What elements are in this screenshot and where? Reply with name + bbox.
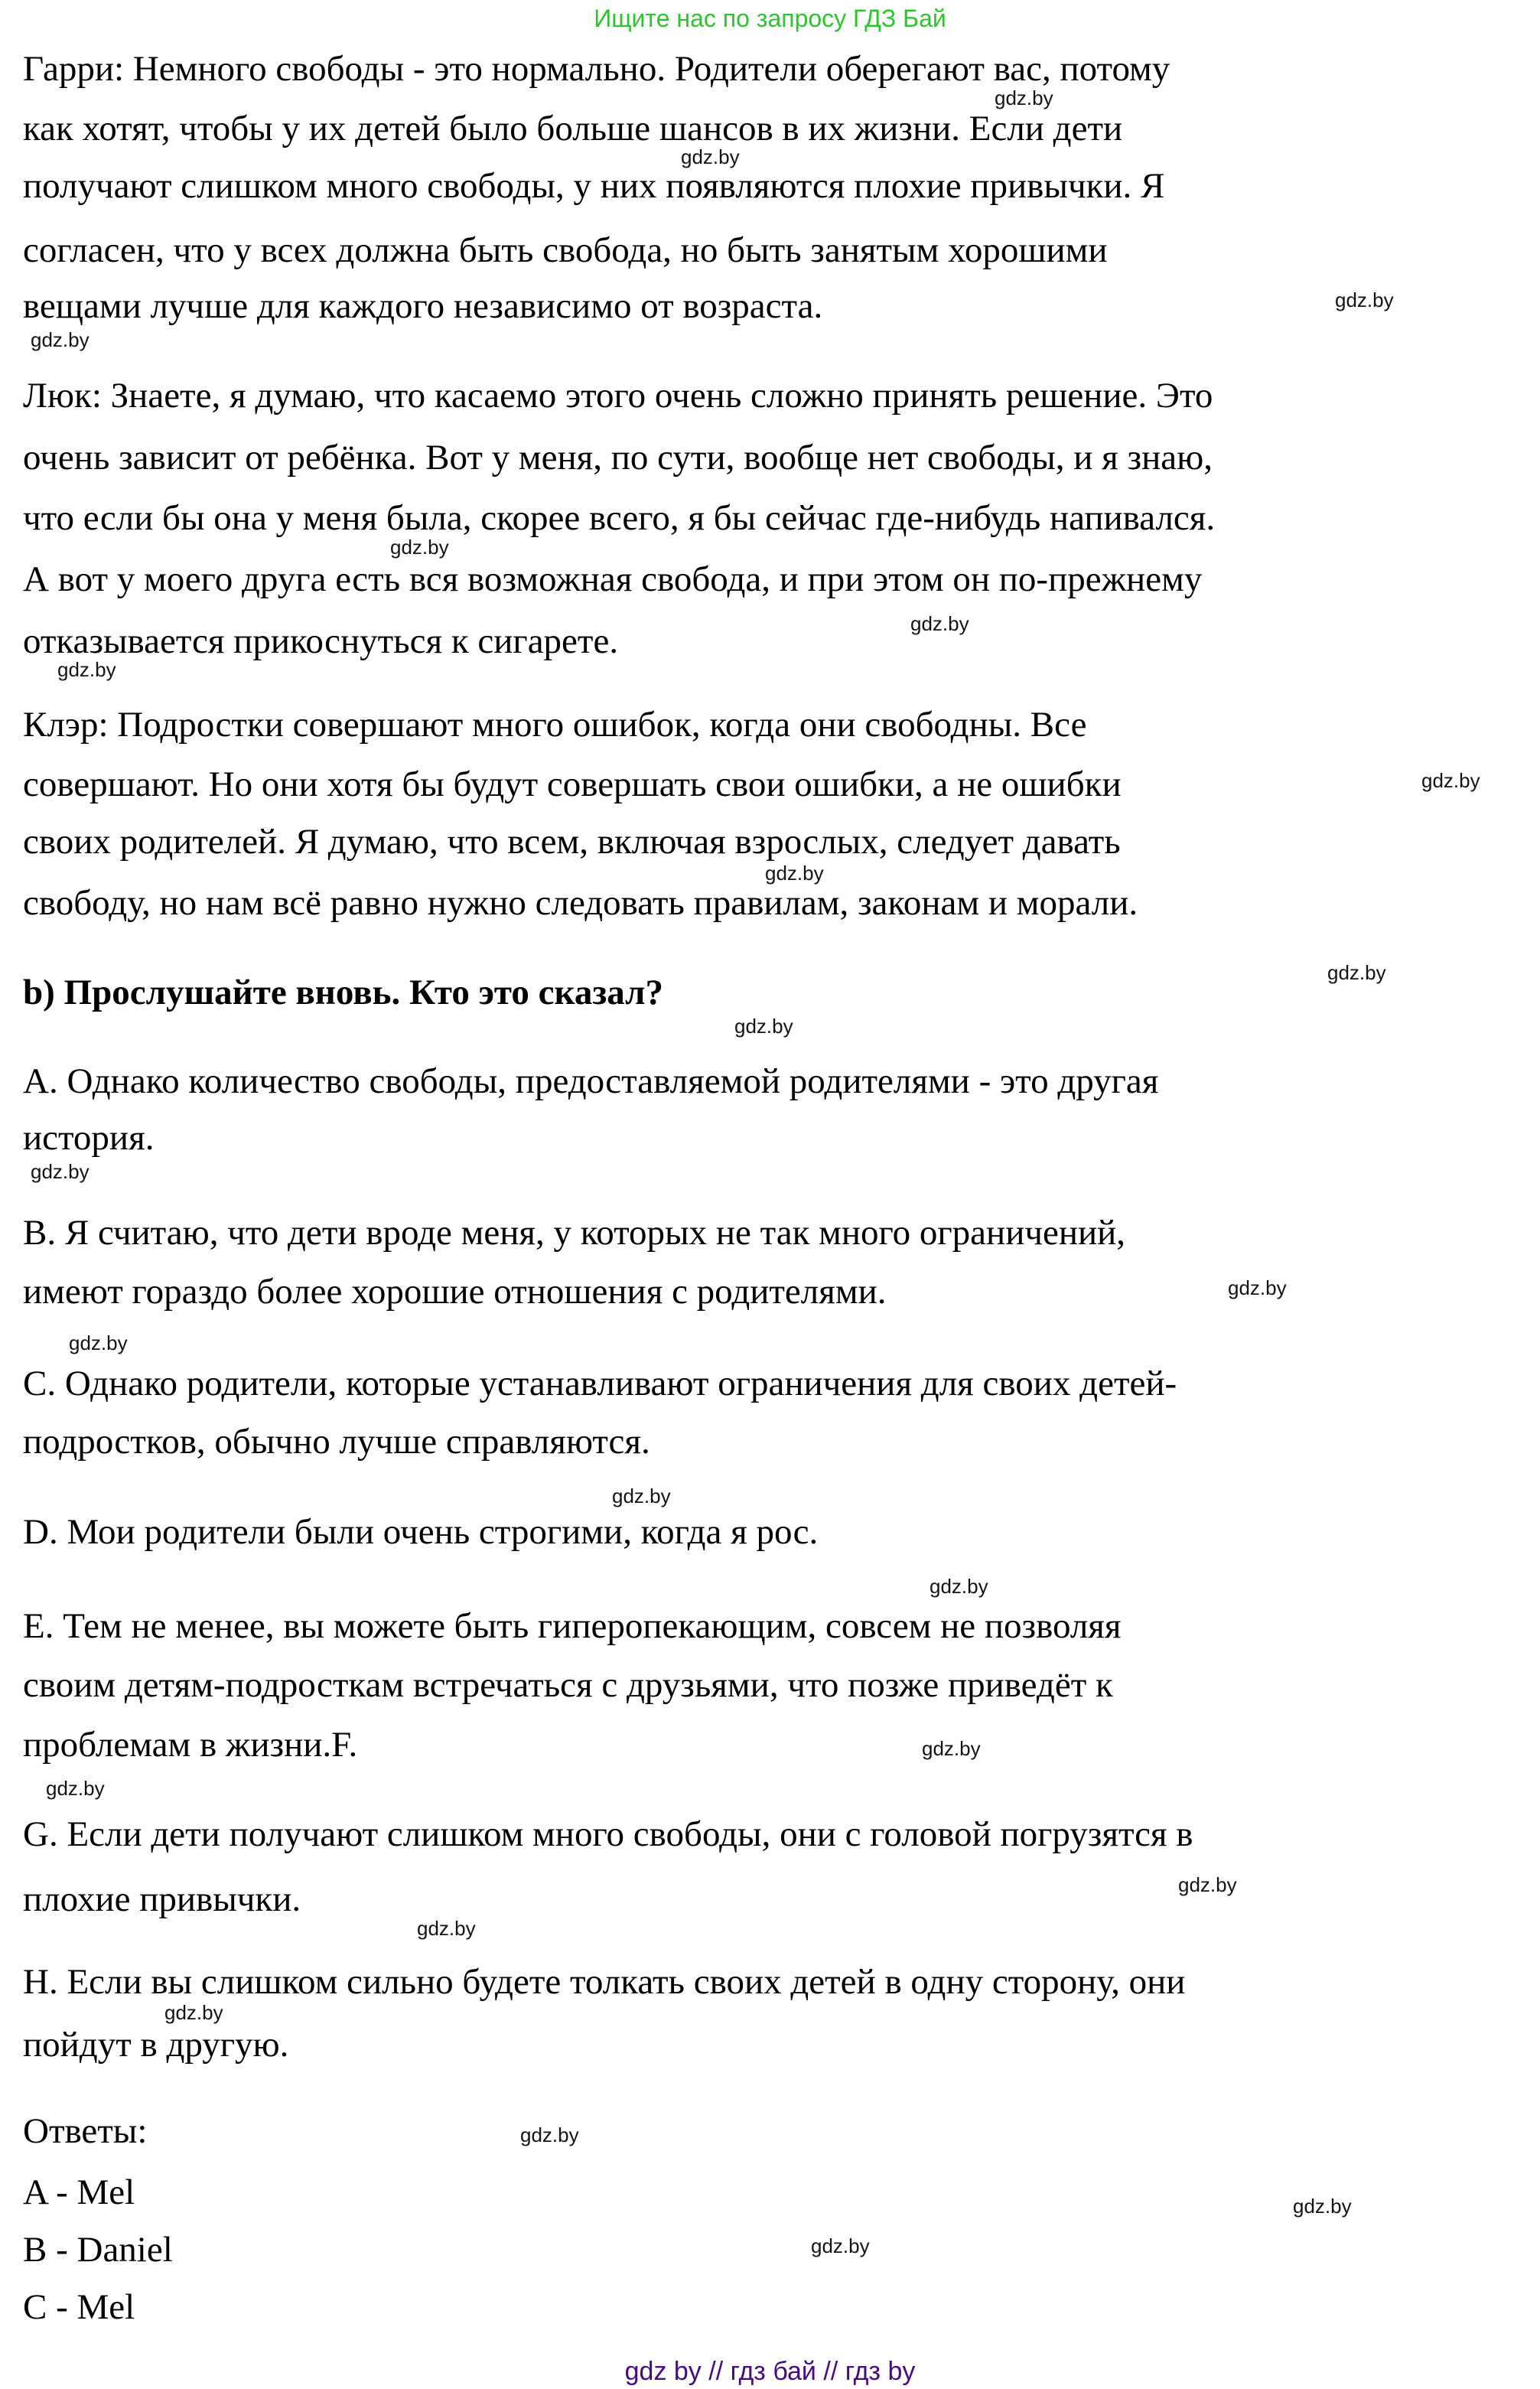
statement-h-line: пойдут в другую.	[23, 2025, 289, 2065]
gdzby-watermark: gdz.by	[390, 536, 449, 559]
answer-item: A - Mel	[23, 2172, 135, 2212]
answer-item: B - Daniel	[23, 2230, 173, 2270]
claire-line: совершают. Но они хотя бы будут совершать свои ошибки, а не ошибки	[23, 764, 1122, 804]
gdzby-watermark: gdz.by	[57, 658, 116, 681]
gdzby-watermark: gdz.by	[910, 612, 969, 635]
gdzby-watermark: gdz.by	[922, 1737, 981, 1760]
harry-line: Гарри: Немного свободы - это нормально. Родители оберегают вас, потому	[23, 49, 1170, 89]
gdzby-watermark: gdz.by	[417, 1917, 476, 1940]
claire-line: своих родителей. Я думаю, что всем, включая взрослых, следует давать	[23, 822, 1121, 862]
statement-g-line: G. Если дети получают слишком много свободы, они с головой погрузятся в	[23, 1814, 1193, 1854]
gdzby-watermark: gdz.by	[995, 86, 1053, 109]
statement-b-line: имеют гораздо более хорошие отношения с родителями.	[23, 1272, 887, 1312]
gdzby-watermark: gdz.by	[1293, 2195, 1352, 2218]
statement-a-line: история.	[23, 1118, 155, 1158]
statement-b-line: B. Я считаю, что дети вроде меня, у которых не так много ограничений,	[23, 1213, 1126, 1253]
statement-e-line: E. Тем не менее, вы можете быть гиперопекающим, совсем не позволяя	[23, 1606, 1122, 1646]
claire-line: Клэр: Подростки совершают много ошибок, когда они свободны. Все	[23, 705, 1087, 745]
answer-item: C - Mel	[23, 2287, 135, 2327]
statement-h-line: H. Если вы слишком сильно будете толкать своих детей в одну сторону, они	[23, 1962, 1186, 2002]
footer-site-links: gdz by // гдз бай // гдз by	[624, 2357, 916, 2386]
harry-line: как хотят, чтобы у их детей было больше шансов в их жизни. Если дети	[23, 109, 1123, 148]
gdzby-watermark: gdz.by	[31, 328, 90, 351]
gdzby-watermark: gdz.by	[1327, 961, 1386, 984]
luke-line: отказывается прикоснуться к сигарете.	[23, 621, 619, 661]
gdzby-watermark: gdz.by	[681, 145, 740, 168]
harry-line: вещами лучше для каждого независимо от возраста.	[23, 286, 823, 326]
gdzby-watermark: gdz.by	[1421, 769, 1480, 792]
statement-c-line: подростков, обычно лучше справляются.	[23, 1422, 650, 1462]
luke-line: очень зависит от ребёнка. Вот у меня, по сути, вообще нет свободы, и я знаю,	[23, 438, 1213, 477]
luke-line: Люк: Знаете, я думаю, что касаемо этого очень сложно принять решение. Это	[23, 376, 1213, 416]
statement-a-line: A. Однако количество свободы, предоставляемой родителями - это другая	[23, 1061, 1159, 1101]
statement-g-line: плохие привычки.	[23, 1879, 301, 1919]
gdzby-watermark: gdz.by	[930, 1575, 988, 1598]
promo-header: Ищите нас по запросу ГДЗ Бай	[594, 5, 946, 32]
gdzby-watermark: gdz.by	[811, 2234, 870, 2257]
gdzby-watermark: gdz.by	[734, 1015, 793, 1038]
task-b-heading: b) Прослушайте вновь. Кто это сказал?	[23, 973, 664, 1012]
claire-line: свободу, но нам всё равно нужно следовать правилам, законам и морали.	[23, 883, 1138, 923]
luke-line: А вот у моего друга есть вся возможная свобода, и при этом он по-прежнему	[23, 559, 1203, 599]
statement-e-line: своим детям-подросткам встречаться с друзьями, что позже приведёт к	[23, 1665, 1113, 1705]
gdzby-watermark: gdz.by	[31, 1160, 90, 1183]
gdzby-watermark: gdz.by	[164, 2001, 223, 2024]
statement-d-line: D. Мои родители были очень строгими, когда я рос.	[23, 1512, 819, 1552]
harry-line: получают слишком много свободы, у них появляются плохие привычки. Я	[23, 166, 1165, 206]
luke-line: что если бы она у меня была, скорее всего, я бы сейчас где-нибудь напивался.	[23, 498, 1216, 538]
statement-c-line: C. Однако родители, которые устанавливают ограничения для своих детей-	[23, 1364, 1177, 1403]
gdzby-watermark: gdz.by	[612, 1485, 671, 1507]
gdzby-watermark: gdz.by	[69, 1331, 128, 1354]
gdzby-watermark: gdz.by	[1178, 1873, 1237, 1896]
gdzby-watermark: gdz.by	[1228, 1276, 1287, 1299]
answers-label: Ответы:	[23, 2111, 148, 2151]
statement-e-line: проблемам в жизни.F.	[23, 1725, 358, 1765]
harry-line: согласен, что у всех должна быть свобода, но быть занятым хорошими	[23, 230, 1108, 270]
gdzby-watermark: gdz.by	[520, 2123, 579, 2146]
gdzby-watermark: gdz.by	[765, 862, 824, 885]
gdzby-watermark: gdz.by	[46, 1777, 105, 1800]
gdzby-watermark: gdz.by	[1335, 288, 1394, 311]
